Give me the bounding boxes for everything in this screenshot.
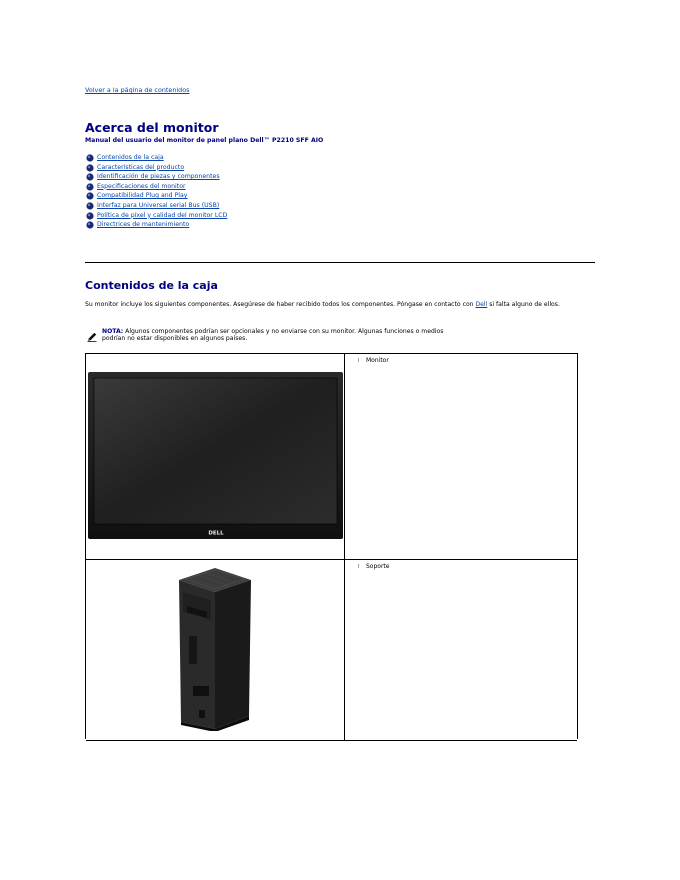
section-divider xyxy=(85,262,595,263)
bullet-icon xyxy=(86,192,94,200)
toc-link[interactable]: Especificaciones del monitor xyxy=(97,182,186,190)
bullet-icon xyxy=(86,183,94,191)
description-cell xyxy=(345,354,577,559)
list-bullet-icon: l xyxy=(358,563,360,570)
toc-item xyxy=(86,183,236,191)
toc-item xyxy=(86,212,236,220)
list-item xyxy=(358,357,389,364)
dell-logo: DELL xyxy=(208,530,224,537)
intro-text: Su monitor incluye los siguientes componentes. Asegúrese de haber recibido todos los componentes. Póngase en contacto con xyxy=(85,301,476,308)
bullet-icon xyxy=(86,202,94,210)
bullet-icon xyxy=(86,221,94,229)
note-body: Algunos componentes podrían ser opcionales y no enviarse con su monitor. Algunas funciones o medios podrían no estar disponibles en algunos países. xyxy=(102,328,444,343)
toc-item xyxy=(86,173,236,181)
bullet-icon xyxy=(86,212,94,220)
note-pencil-icon xyxy=(87,327,97,337)
item-label: Monitor xyxy=(366,357,389,364)
contents-table xyxy=(85,353,578,739)
toc-item xyxy=(86,192,236,200)
list-item xyxy=(358,563,389,570)
description-cell xyxy=(345,560,577,740)
toc-link[interactable]: Compatibilidad Plug and Play xyxy=(97,192,188,200)
item-label: Soporte xyxy=(366,563,390,570)
toc-link[interactable]: Interfaz para Universal serial Bus (USB) xyxy=(97,201,220,209)
back-to-contents-link[interactable]: Volver a la página de contenidos xyxy=(85,86,190,94)
bullet-icon xyxy=(86,173,94,181)
toc-item xyxy=(86,164,236,172)
image-cell xyxy=(86,560,345,740)
page-subtitle: Manual del usuario del monitor de panel plano Dell™ P2210 SFF AIO xyxy=(85,137,324,144)
note-text xyxy=(102,328,447,343)
section-title: Contenidos de la caja xyxy=(85,279,218,292)
bullet-icon xyxy=(86,154,94,162)
list-bullet-icon: l xyxy=(358,357,360,364)
page-title: Acerca del monitor xyxy=(85,120,219,135)
table-of-contents xyxy=(86,154,236,231)
monitor-image xyxy=(88,370,344,540)
stand-image xyxy=(175,566,255,731)
toc-item xyxy=(86,202,236,210)
note-label: NOTA: xyxy=(102,328,124,335)
intro-paragraph xyxy=(85,301,605,309)
toc-item xyxy=(86,154,236,162)
toc-link[interactable]: Identificación de piezas y componentes xyxy=(97,173,220,181)
table-row xyxy=(86,354,577,560)
bullet-icon xyxy=(86,164,94,172)
intro-text-end: si falta alguno de ellos. xyxy=(487,301,560,308)
toc-link[interactable]: Directrices de mantenimiento xyxy=(97,221,190,229)
toc-link[interactable]: Características del producto xyxy=(97,163,185,171)
toc-link[interactable]: Política de píxel y calidad del monitor LCD xyxy=(97,211,228,219)
toc-link[interactable]: Contenidos de la caja xyxy=(97,154,164,161)
image-cell xyxy=(86,354,345,559)
table-row xyxy=(86,560,577,741)
dell-contact-link[interactable]: Dell xyxy=(475,301,488,308)
toc-item xyxy=(86,221,236,229)
